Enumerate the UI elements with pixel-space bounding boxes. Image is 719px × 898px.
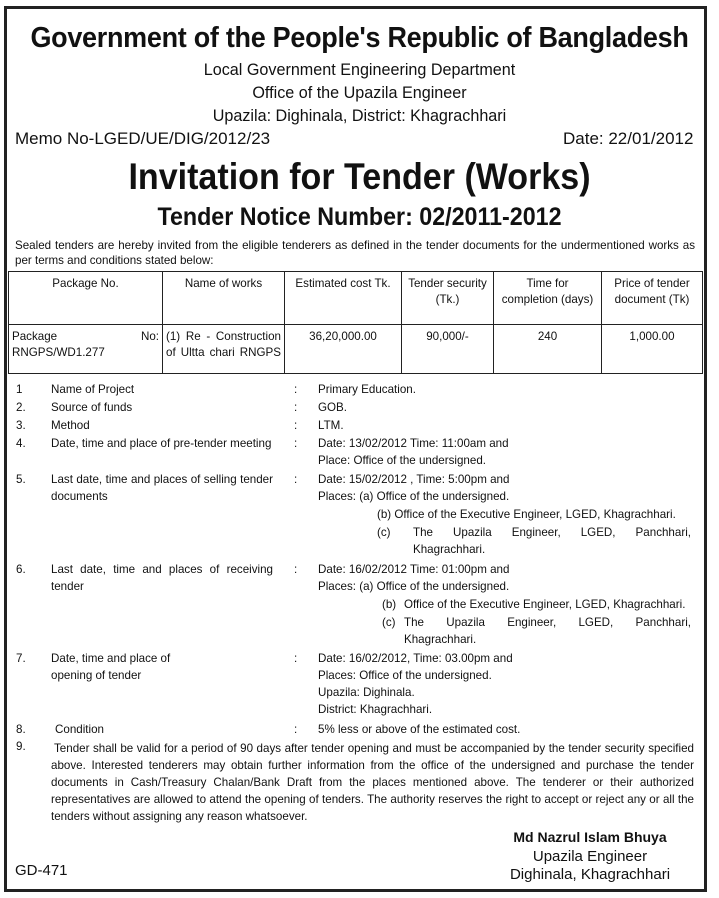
item-value: Places: (a) Office of the undersigned. — [318, 580, 510, 593]
item-value: District: Khagrachhari. — [318, 703, 433, 716]
item-colon: : — [294, 383, 298, 396]
item-value: Place: Office of the undersigned. — [318, 454, 487, 467]
item-number: 1 — [16, 383, 23, 396]
package-cell: Package No: RNGPS/WD1.277 — [9, 325, 163, 374]
item-number: 4. — [16, 437, 26, 450]
item-value: Upazila: Dighinala. — [318, 686, 415, 699]
item-value: Date: 16/02/2012 Time: 01:00pm and — [318, 563, 510, 576]
item-number: 8. — [16, 723, 26, 736]
item-subvalue-mark: (c) — [382, 616, 396, 629]
item-colon: : — [294, 401, 298, 414]
item-value: Date: 13/02/2012 Time: 11:00am and — [318, 437, 509, 450]
price-cell: 1,000.00 — [602, 325, 703, 374]
item-number: 6. — [16, 563, 26, 576]
header-cell: Name of works — [163, 272, 285, 325]
item-subvalue: The Upazila Engineer, LGED, Panchhari, — [413, 526, 691, 539]
item-label: opening of tender — [51, 669, 142, 682]
item-number: 5. — [16, 473, 26, 486]
time-cell: 240 — [494, 325, 602, 374]
signatory-designation: Upazila Engineer — [532, 848, 648, 865]
header-cell: Tender security (Tk.) — [402, 272, 494, 325]
tender-table — [8, 271, 703, 374]
signatory-name: Md Nazrul Islam Bhuya — [513, 829, 667, 845]
item-value: Primary Education. — [318, 383, 416, 396]
signatory-place: Dighinala, Khagrachhari — [509, 866, 671, 883]
condition-paragraph: Tender shall be valid for a period of 90 days after tender opening and must be accompanied by the tender security specified above. Interested tenderers may obtain further information from the office of the undersigned and purchase the tender documents in Cash/Treasury Chalan/Bank Draft from the places mentioned above. The tenderer or their authorized representatives are allowed to attend the opening of tenders. The authority reserves the right to accept or reject any or all the tenders without assigning any reason whatsoever. — [51, 742, 694, 823]
government-heading: Government of the People's Republic of Bangladesh — [30, 22, 689, 54]
item-number: 9. — [16, 740, 26, 753]
page-title: Invitation for Tender (Works) — [128, 156, 591, 197]
header-cell: Price of tender document (Tk) — [602, 272, 703, 325]
table-header-row — [9, 272, 703, 325]
item-subvalue-mark: (c) — [377, 526, 391, 539]
item-number: 3. — [16, 419, 26, 432]
item-label: Method — [51, 419, 90, 432]
department-line: Local Government Engineering Department — [203, 60, 516, 79]
item-value: Places: (a) Office of the undersigned. — [318, 490, 510, 503]
item-label: Date, time and place of — [51, 652, 171, 665]
item-colon: : — [294, 652, 298, 665]
item-subvalue: The Upazila Engineer, LGED, Panchhari, — [404, 616, 691, 629]
item-label: Date, time and place of pre-tender meeting — [51, 437, 272, 450]
header-cell: Time for completion (days) — [494, 272, 602, 325]
security-cell: 90,000/- — [402, 325, 494, 374]
item-value: LTM. — [318, 419, 344, 432]
item-number: 7. — [16, 652, 26, 665]
work-cell: (1) Re - Construction of Ultta chari RNGPS — [163, 325, 285, 374]
item-colon: : — [294, 563, 298, 576]
item-subvalue: Khagrachhari. — [413, 543, 486, 556]
item-subvalue-mark: (b) — [382, 598, 397, 611]
item-colon: : — [294, 419, 298, 432]
item-label: Last date, time and places of selling tender documents — [51, 473, 273, 503]
table-row — [9, 325, 703, 374]
item-colon: : — [294, 723, 298, 736]
item-colon: : — [294, 473, 298, 486]
header-cell: Package No. — [9, 272, 163, 325]
item-number: 2. — [16, 401, 26, 414]
item-subvalue: Khagrachhari. — [404, 633, 477, 646]
item-label: Source of funds — [51, 401, 133, 414]
tender-notice-number: Tender Notice Number: 02/2011-2012 — [157, 203, 562, 231]
item-label: Last date, time and places of receiving tender — [51, 563, 273, 593]
item-subvalue: (b) Office of the Executive Engineer, LGED, Khagrachhari. — [377, 508, 676, 521]
cost-cell: 36,20,000.00 — [285, 325, 402, 374]
item-value: Date: 15/02/2012 , Time: 5:00pm and — [318, 473, 510, 486]
memo-number: Memo No-LGED/UE/DIG/2012/23 — [15, 129, 271, 148]
item-label: Condition — [55, 723, 104, 736]
header-cell: Estimated cost Tk. — [285, 272, 402, 325]
item-value: 5% less or above of the estimated cost. — [318, 723, 521, 736]
item-label: Name of Project — [51, 383, 135, 396]
office-line: Office of the Upazila Engineer — [252, 83, 467, 102]
intro-paragraph: Sealed tenders are hereby invited from the eligible tenderers as defined in the tender documents for the undermentioned works as per terms and conditions stated below: — [15, 239, 695, 267]
item-value: GOB. — [318, 401, 347, 414]
item-subvalue: Office of the Executive Engineer, LGED, Khagrachhari. — [404, 598, 686, 611]
item-value: Places: Office of the undersigned. — [318, 669, 492, 682]
footer-code: GD-471 — [15, 862, 68, 879]
location-line: Upazila: Dighinala, District: Khagrachhari — [212, 106, 507, 125]
memo-date: Date: 22/01/2012 — [563, 129, 694, 148]
item-value: Date: 16/02/2012, Time: 03.00pm and — [318, 652, 513, 665]
item-colon: : — [294, 437, 298, 450]
